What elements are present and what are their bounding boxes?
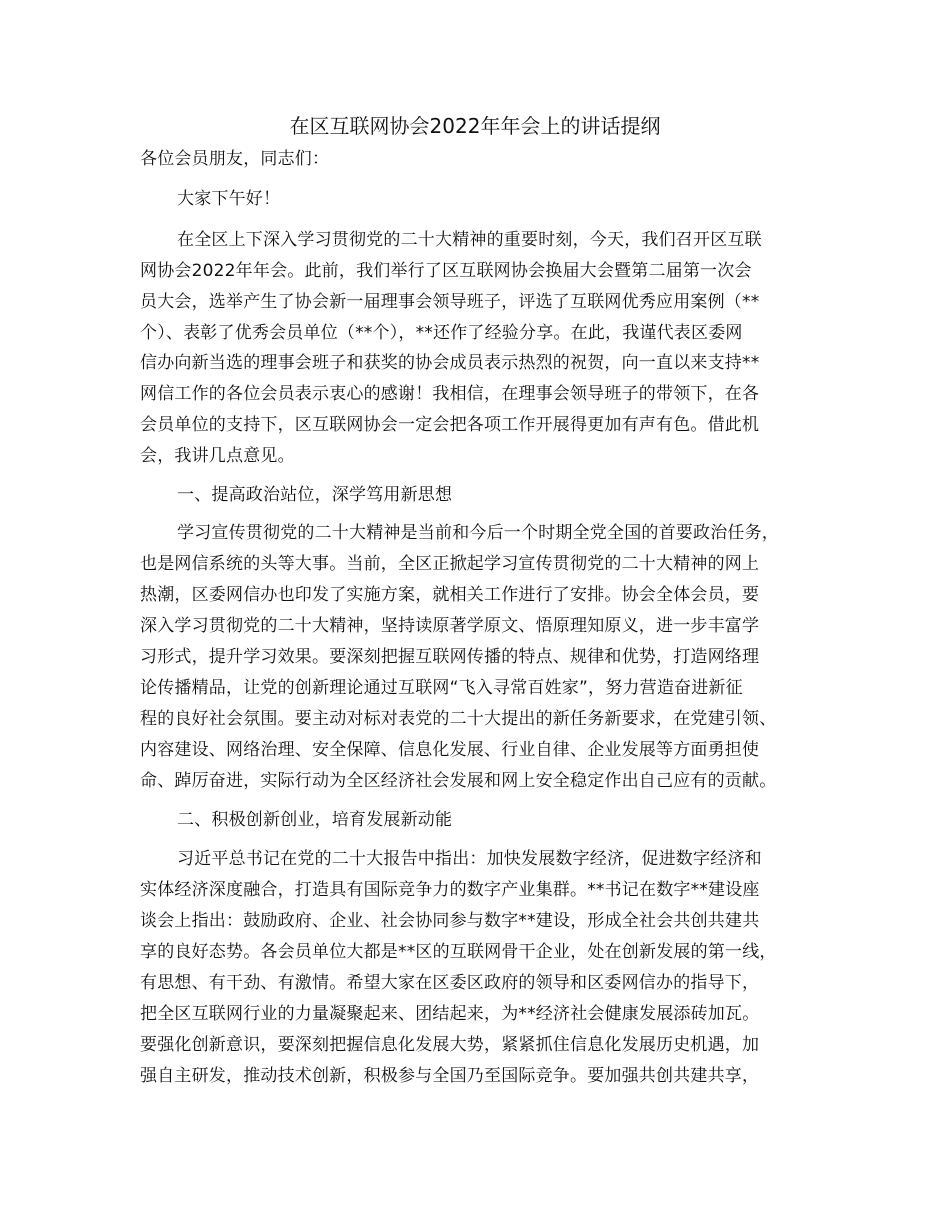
text-line: 员大会，选举产生了协会新一届理事会领导班子，评选了互联网优秀应用案例（** [140,292,760,312]
text-line: 内容建设、网络治理、安全保障、信息化发展、行业自律、企业发展等方面勇担使 [140,740,760,760]
text-line: 在全区上下深入学习贯彻党的二十大精神的重要时刻，今天，我们召开区互联 [177,230,762,250]
text-line: 强自主研发，推动技术创新，积极参与全国乃至国际竞争。要加强共创共建共享， [140,1066,760,1086]
section-heading-1: 一、提高政治站位，深学笃用新思想 [177,485,453,505]
text-line: 有思想、有干劲、有激情。希望大家在区委区政府的领导和区委网信办的指导下， [140,973,760,993]
text-line: 也是网信系统的头等大事。当前，全区正掀起学习宣传贯彻党的二十大精神的网上 [140,554,760,574]
text-line: 命、踔厉奋进，实际行动为全区经济社会发展和网上安全稳定作出自己应有的贡献。 [140,771,777,791]
text-line: 把全区互联网行业的力量凝聚起来、团结起来，为**经济社会健康发展添砖加瓦。 [140,1004,760,1024]
section-heading-2: 二、积极创新创业，培育发展新动能 [177,810,453,830]
text-line: 要强化创新意识，要深刻把握信息化发展大势，紧紧抓住信息化发展历史机遇，加 [140,1035,760,1055]
text-line: 习形式，提升学习效果。要深刻把握互联网传播的特点、规律和优势，打造网络理 [140,647,760,667]
text-line: 享的良好态势。各会员单位大都是**区的互联网骨干企业，处在创新发展的第一线， [140,942,777,962]
text-line: 热潮，区委网信办也印发了实施方案，就相关工作进行了安排。协会全体会员，要 [140,585,760,605]
text-line: 学习宣传贯彻党的二十大精神是当前和今后一个时期全党全国的首要政治任务， [177,523,779,543]
page-title: 在区互联网协会2022年年会上的讲话提纲 [289,114,661,138]
text-line: 网协会2022年年会。此前，我们举行了区互联网协会换届大会暨第二届第一次会 [140,261,752,281]
text-line: 个）、表彰了优秀会员单位（**个），**还作了经验分享。在此，我谨代表区委网 [140,323,743,343]
text-line: 网信工作的各位会员表示衷心的感谢！我相信，在理事会领导班子的带领下，在各 [140,384,760,404]
text-line: 信办向新当选的理事会班子和获奖的协会成员表示热烈的祝贺，向一直以来支持** [140,353,760,373]
text-line: 深入学习贯彻党的二十大精神，坚持读原著学原文、悟原理知原义，进一步丰富学 [140,616,760,636]
text-line: 会员单位的支持下，区互联网协会一定会把各项工作开展得更加有声有色。借此机 [140,415,760,435]
text-line: 实体经济深度融合，打造具有国际竞争力的数字产业集群。**书记在数字**建设座 [140,880,760,900]
text-line: 谈会上指出：鼓励政府、企业、社会协同参与数字**建设，形成全社会共创共建共 [140,911,760,931]
text-line: 论传播精品，让党的创新理论通过互联网“飞入寻常百姓家”，努力营造奋进新征 [140,678,743,698]
text-line: 习近平总书记在党的二十大报告中指出：加快发展数字经济，促进数字经济和 [177,849,762,869]
text-line: 会，我讲几点意见。 [140,446,295,466]
greeting: 大家下午好！ [177,189,281,209]
text-line: 程的良好社会氛围。要主动对标对表党的二十大提出的新任务新要求，在党建引领、 [140,709,777,729]
salutation: 各位会员朋友，同志们： [140,149,330,169]
